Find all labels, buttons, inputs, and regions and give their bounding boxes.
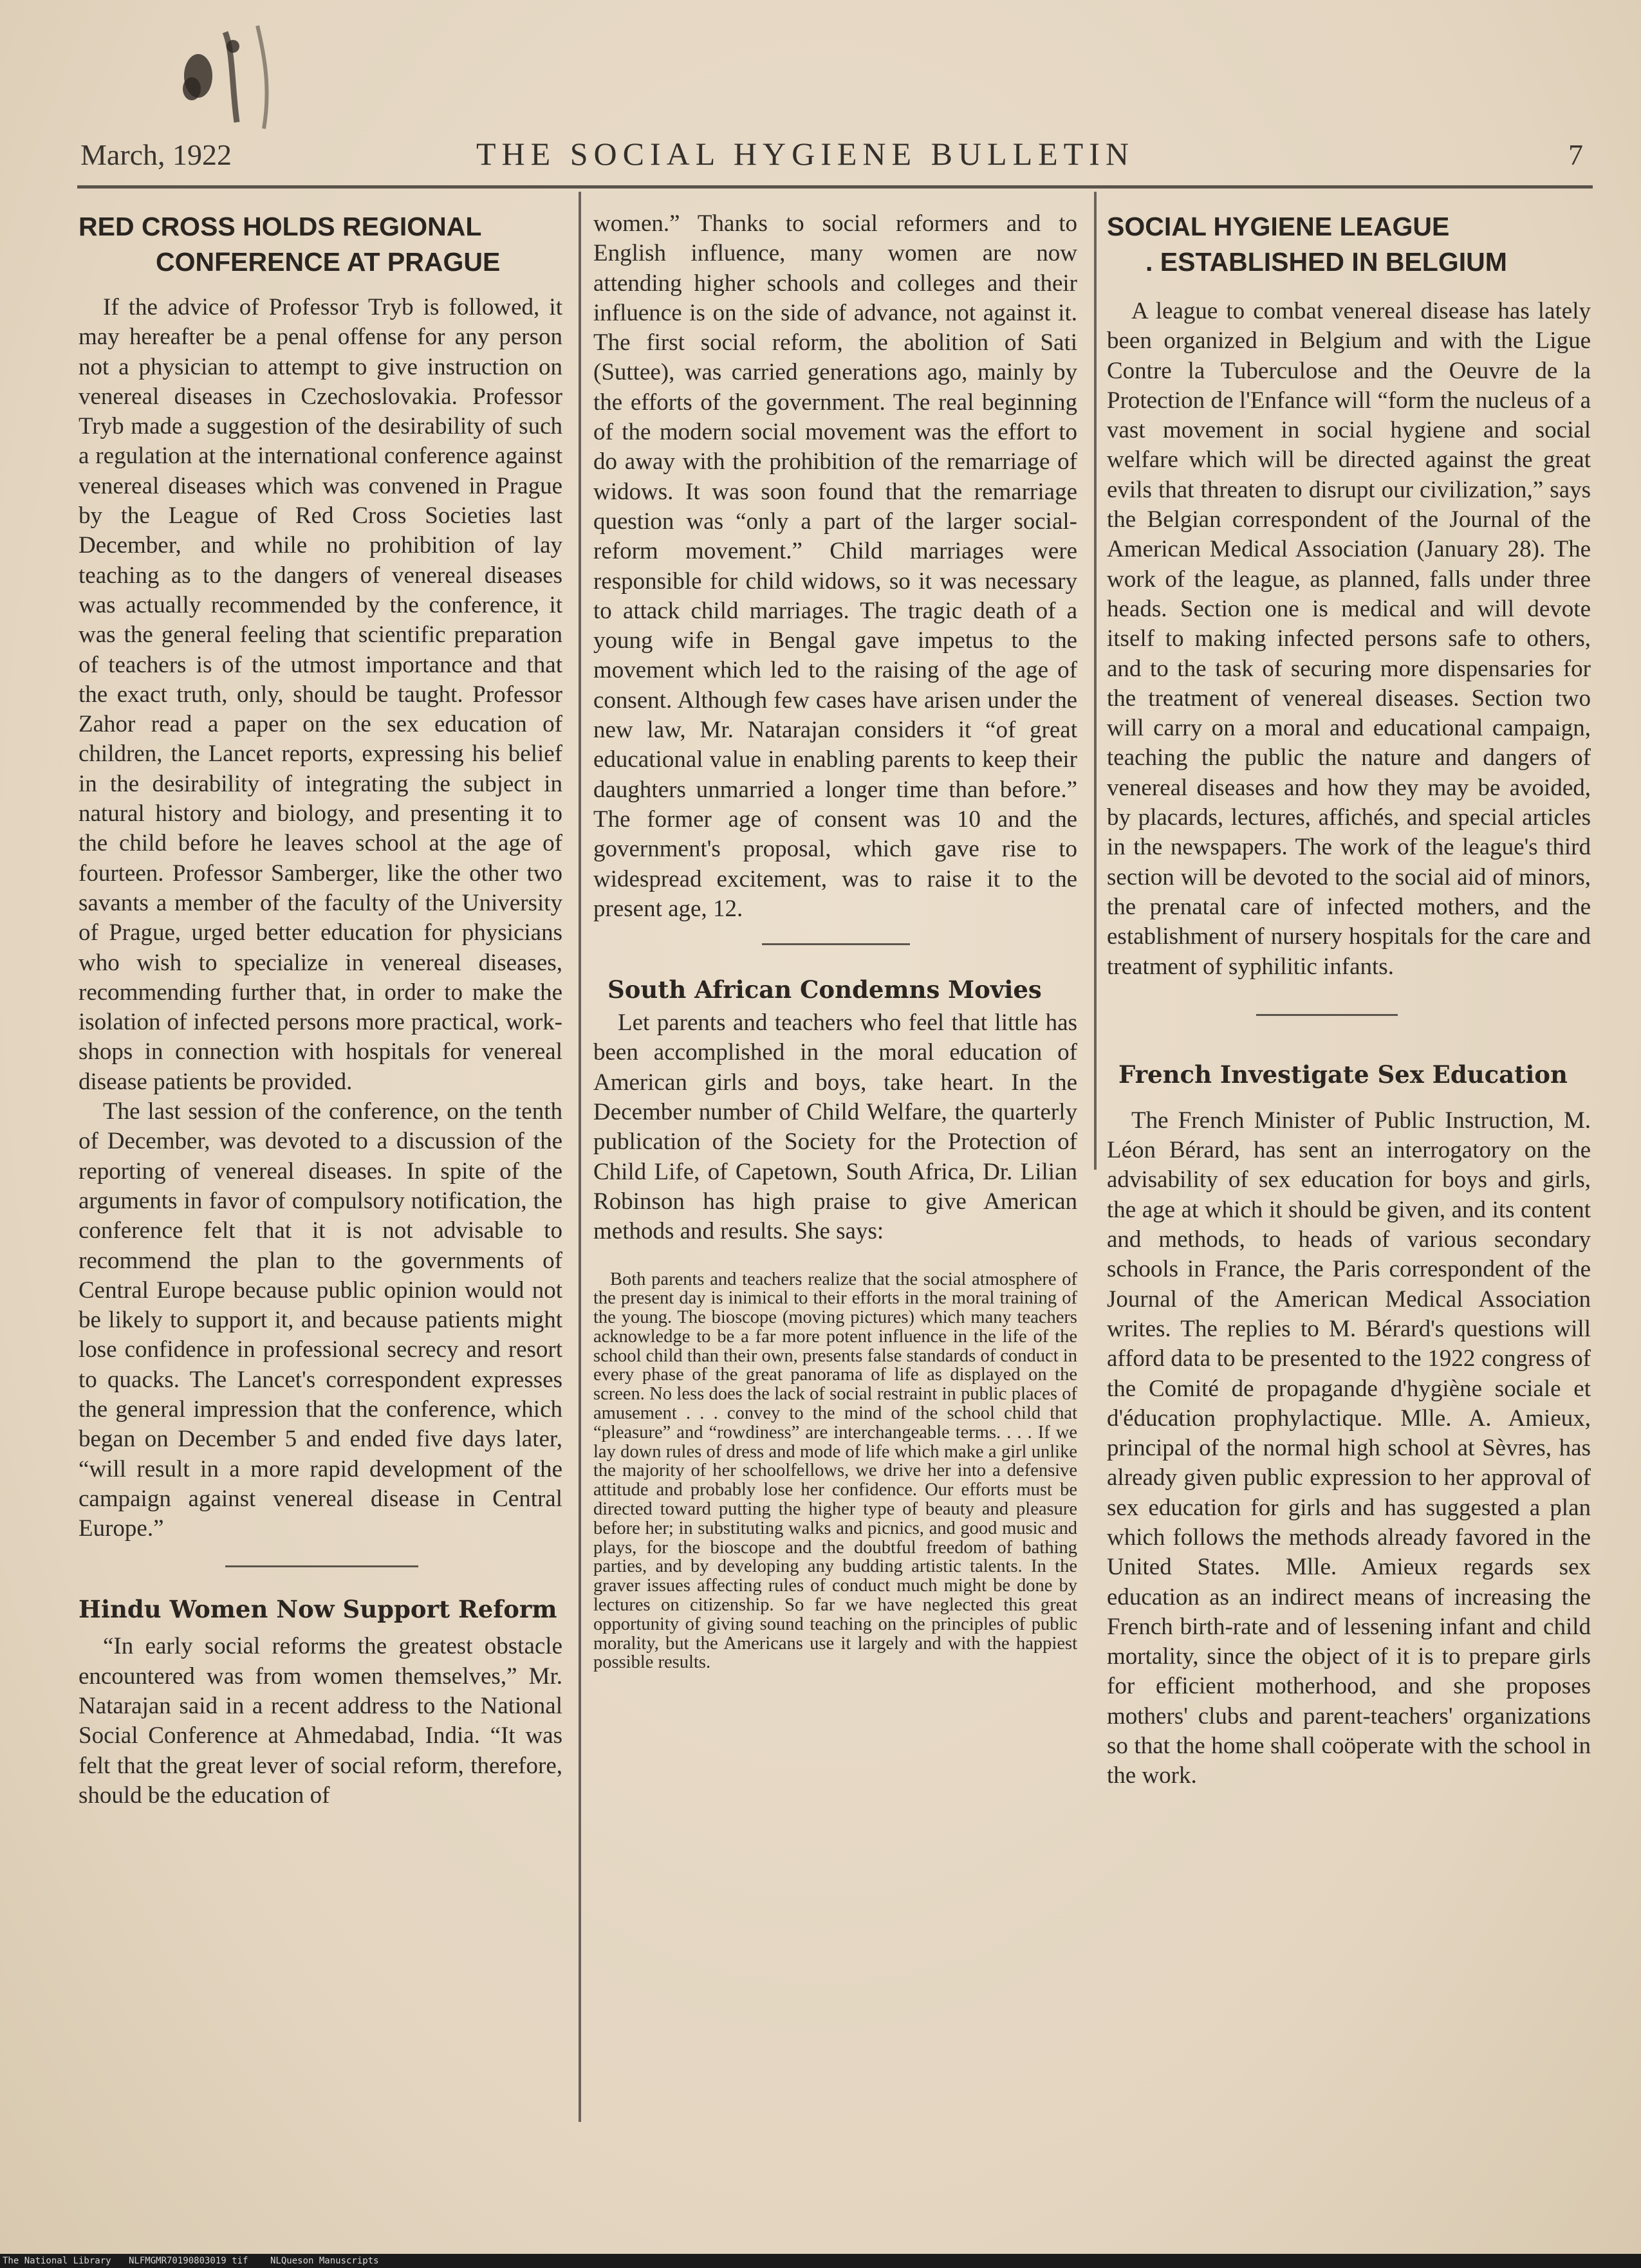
- hindu-women-paragraph-1: “In early social reforms the greatest obstacle encountered was from women themselves,” Mr. Natarajan said in a recent address to the National Social Conference at Ahmedabad, India. “It was felt that the great lever of social reform, therefore, should be the education of: [79, 1633, 562, 1809]
- headline-line-1: SOCIAL HYGIENE LEAGUE: [1107, 212, 1450, 241]
- column-rule-left: [579, 192, 581, 2122]
- headline-line-2: CONFERENCE AT PRAGUE: [156, 247, 501, 277]
- running-head: [77, 135, 1590, 180]
- belgium-headline: [1107, 209, 1591, 280]
- hindu-women-subhead: Hindu Women Now Support Reform: [79, 1595, 557, 1624]
- quotation-text: Both parents and teachers realize that the social atmosphere of the present day is inimical to their efforts in the moral training of the young. The bioscope (moving pictures) which many teachers acknowledge to be a far more potent influence in the life of the school child than their own, presents false standards of conduct in every phase of the great panorama of life as displayed on the screen. No less does the lack of social restraint in public places of amusement . . . convey to the mind of the school child that “pleasure” and “rowdiness” are interchangeable terms. . . . If we lay down rules of dress and mode of life which make a girl unlike the majority of her schoolfellows, we drive her into a defensive attitude and probably lose her confidence. Our efforts must be directed toward putting the higher type of beauty and pleasure before her; in substituting walks and picnics, and good music and plays, for the bioscope and the doubtful freedom of bathing parties, and by developing any budding artistic talents. In the graver issues affecting rules of conduct much might be done by lectures on citizenship. So far we have neglected this great opportunity of giving sound teaching on the principles of public morality, but the Americans use it largely and with the happiest possible results.: [593, 1269, 1077, 1673]
- page-number: 7: [1568, 138, 1583, 171]
- hindu-women-paragraph-2: women.” Thanks to social reformers and to English influence, many women are now attending higher schools and colleges and their influence is on the side of advance, not against it. The first social reform, the abolition of Sati (Suttee), was carried generations ago, mainly by the efforts of the government. The real beginning of the modern social movement was the effort to do away with the prohibition of the remarriage of widows. It was soon found that the remarriage question was “only a part of the larger social-reform movement.” Child marriages were responsible for child widows, so it was necessary to attack child marriages. The tragic death of a young wife in Bengal gave impetus to the movement which led to the raising of the age of consent. Although few cases have arisen under the new law, Mr. Natarajan considers it “of great educational value in enabling parents to keep their daughters unmarried a longer time than before.” The former age of consent was 10 and the government's proposal, which gave rise to widespread excitement, was to raise it to the present age, 12.: [593, 210, 1077, 922]
- footer-collection: NLQueson Manuscripts: [270, 2256, 379, 2266]
- column-2: [593, 209, 1077, 1672]
- column-1: [79, 209, 562, 1811]
- robinson-quotation: [593, 1270, 1077, 1673]
- red-cross-paragraph-1: If the advice of Professor Tryb is followed, it may hereafter be a penal offense for any person not a physician to attempt to give instruction on venereal diseases in Czechoslovakia. Professor Tryb made a suggestion of the desirability of such a regulation at the international conference against venereal diseases which was convened in Prague by the League of Red Cross Societies last December, and while no prohibition of lay teaching as to the dangers of venereal diseases was actually recommended by the conference, it was the general feeling that scientific preparation of teachers is of the utmost importance and that the exact truth, only, should be taught. Professor Zahor read a paper on the sex education of children, the Lancet reports, expressing his belief in the desirability of integrating the subject in natural history and biology, and presenting it to the child before he leaves school at the age of fourteen. Professor Samberger, like the other two savants a member of the faculty of the University of Prague, urged better education for physicians who wish to specialize in venereal diseases, recommending further that, in order to make the isolation of infected persons more practical, work-shops in connection with hospitals for venereal disease patients be provided.: [79, 294, 562, 1095]
- french-sex-education-paragraph: The French Minister of Public Instruction, M. Léon Bérard, has sent an interrogatory on the advisability of sex education for boys and girls, the age at which it should be given, and its content and methods, to heads of various secondary schools in France, the Paris correspondent of the Journal of the American Medical Association writes. The replies to M. Bérard's questions will afford data to be presented to the 1922 congress of the Comité de propagande d'hygiène sociale et d'éducation prophylactique. Mlle. A. Amieux, principal of the normal high school at Sèvres, has already given public expression to her approval of sex education for girls and has suggested a plan which follows the methods already favored in the United States. Mlle. Amieux regards sex education as an indirect means of increasing the French birth-rate and of lessening infant and child mortality, since the object of it is to prepare girls for efficient motherhood, and she proposes mothers' clubs and parent-teachers' organizations so that the home shall coöperate with the school in the work.: [1107, 1107, 1591, 1789]
- red-cross-paragraph-2: The last session of the conference, on the tenth of December, was devoted to a discussion of the reporting of venereal diseases. In spite of the arguments in favor of compulsory notification, the conference felt that it is not advisable to recommend the plan to the governments of Central Europe because public opinion would not be likely to support it, and because patients might lose confidence in professional secrecy and resort to quacks. The Lancet's correspondent expresses the general impression that the conference, which began on December 5 and ended five days later, “will result in a more rapid development of the campaign against venereal disease in Central Europe.”: [79, 1098, 562, 1542]
- red-cross-headline: [79, 209, 562, 280]
- belgium-paragraph: A league to combat venereal disease has lately been organized in Belgium and with the Ligue Contre la Tuberculose and the Oeuvre de la Protection de l'Enfance will “form the nucleus of a vast movement in social hygiene and social welfare which will be directed against the great evils that threaten to disrupt our civilization,” says the Belgian correspondent of the Journal of the American Medical Association (January 28). The work of the league, as planned, falls under three heads. Section one is medical and will devote itself to making infected persons safe to others, and to the task of securing more dispensaries for the treatment of venereal diseases. Section two will carry on a moral and educational campaign, teaching the public the nature and dangers of venereal diseases and how they may be avoided, by placards, lectures, affichés, and special articles in the newspapers. The work of the league's third section will be devoted to the social aid of minors, the prenatal care of infected mothers, and the establishment of nursery hospitals for the care and treatment of syphilitic infants.: [1107, 298, 1591, 980]
- french-sex-education-subhead: French Investigate Sex Education: [1118, 1060, 1568, 1089]
- scan-footer-bar: [0, 2254, 1641, 2268]
- footer-file-id: NLFMGMR70190803019 tif: [129, 2256, 248, 2266]
- headline-line-2: . ESTABLISHED IN BELGIUM: [1145, 247, 1507, 277]
- footer-library: The National Library: [3, 2256, 111, 2266]
- issue-date: March, 1922: [80, 138, 232, 171]
- headline-line-1: RED CROSS HOLDS REGIONAL: [79, 212, 482, 241]
- column-rule-right: [1094, 192, 1097, 1170]
- header-rule: [77, 185, 1593, 189]
- publication-title: THE SOCIAL HYGIENE BULLETIN: [476, 136, 1135, 172]
- south-african-paragraph: Let parents and teachers who feel that little has been accomplished in the moral education of American girls and boys, take heart. In the December number of Child Welfare, the quarterly publication of the Society for the Protection of Child Life, of Capetown, South Africa, Dr. Lilian Robinson has high praise to give American methods and results. She says:: [593, 1010, 1077, 1245]
- south-african-subhead: South African Condemns Movies: [607, 975, 1042, 1004]
- column-3: [1107, 209, 1591, 1791]
- ink-stain-mark: [161, 13, 328, 135]
